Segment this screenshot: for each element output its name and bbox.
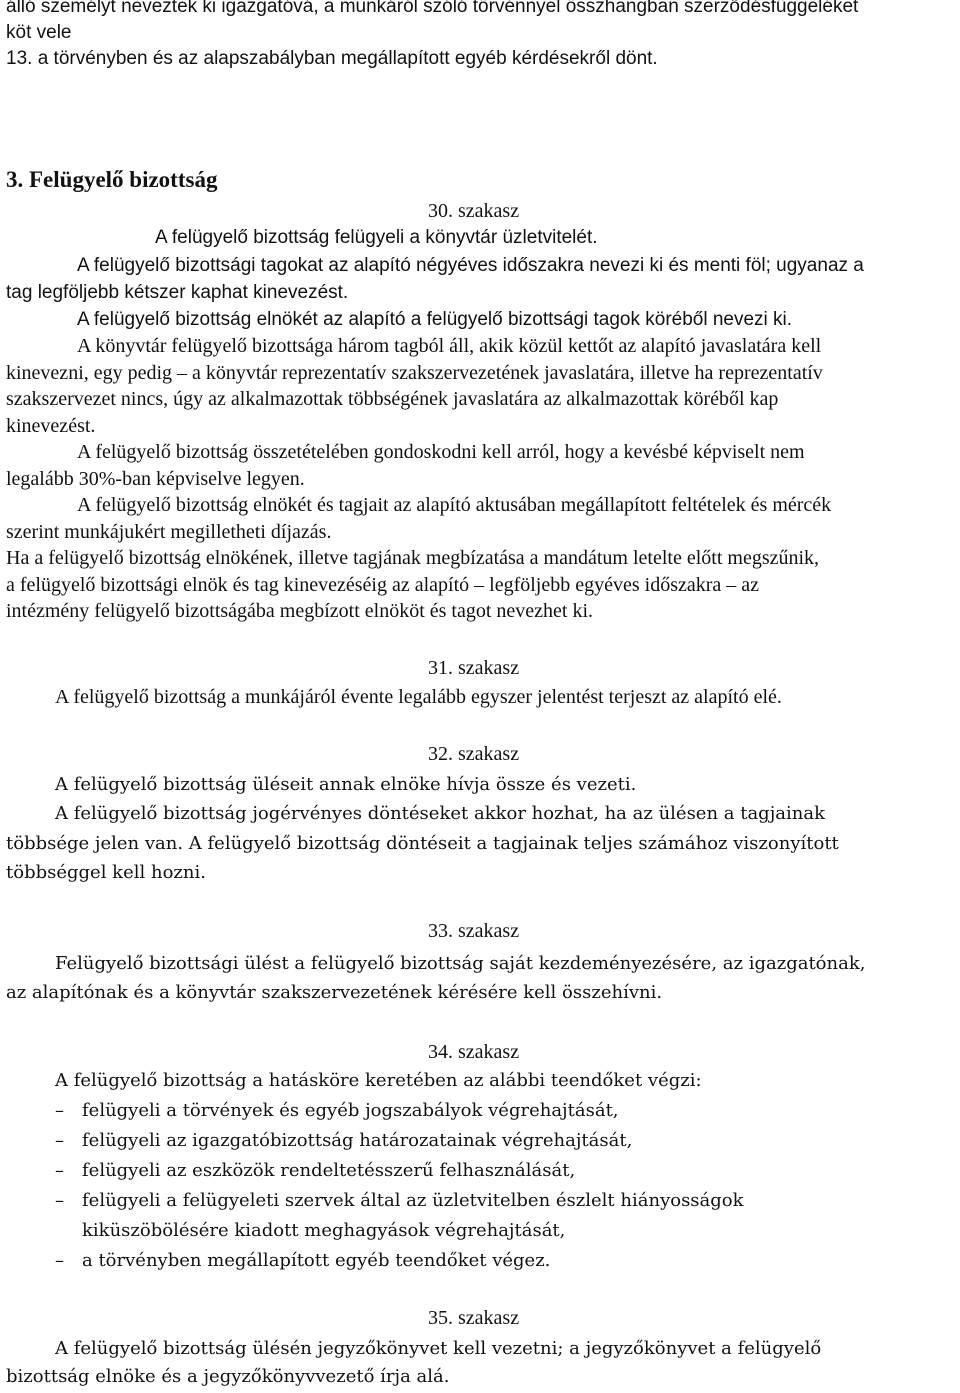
- intro-line: 13. a törvényben és az alapszabályban megállapított egyéb kérdésekről dönt.: [6, 48, 658, 69]
- paragraph-line: intézmény felügyelő bizottságába megbízott elnököt és tagot nevezhet ki.: [6, 600, 594, 622]
- paragraph-line: A felügyelő bizottság elnökét az alapító a felügyelő bizottsági tagok köréből nevezi ki.: [77, 309, 793, 330]
- list-item: felügyeli az igazgatóbizottság határozatainak végrehajtását,: [82, 1130, 633, 1151]
- article-heading: 31. szakasz: [428, 657, 520, 679]
- list-item: kiküszöbölésére kiadott meghagyások végrehajtását,: [82, 1220, 566, 1241]
- paragraph-line: az alapítónak és a könyvtár szakszervezetének kérésére kell összehívni.: [6, 982, 663, 1003]
- paragraph-line: Felügyelő bizottsági ülést a felügyelő bizottság saját kezdeményezésére, az igazgatónak,: [55, 953, 866, 974]
- paragraph-line: A felügyelő bizottság összetételében gondoskodni kell arról, hogy a kevésbé képviselt nem: [77, 441, 805, 463]
- article-heading: 34. szakasz: [428, 1041, 520, 1063]
- list-dash: –: [55, 1160, 64, 1181]
- paragraph-line: többséggel kell hozni.: [6, 862, 206, 883]
- paragraph-line: tag legföljebb kétszer kaphat kinevezést.: [6, 282, 349, 303]
- paragraph-line: A felügyelő bizottság üléseit annak elnöke hívja össze és vezeti.: [55, 774, 637, 795]
- paragraph-line: A felügyelő bizottság felügyeli a könyvtár üzletvitelét.: [155, 227, 598, 248]
- list-item: a törvényben megállapított egyéb teendőket végez.: [82, 1250, 551, 1271]
- paragraph-line: A felügyelő bizottság a hatásköre keretében az alábbi teendőket végzi:: [55, 1070, 702, 1091]
- article-heading: 33. szakasz: [428, 920, 520, 942]
- paragraph-line: A felügyelő bizottság jogérvényes döntéseket akkor hozhat, ha az ülésen a tagjainak: [55, 803, 826, 824]
- paragraph-line: többsége jelen van. A felügyelő bizottság döntéseit a tagjainak teljes számához viszonyított: [6, 833, 839, 854]
- article-heading: 35. szakasz: [428, 1307, 520, 1329]
- list-item: felügyeli a felügyeleti szervek által az üzletvitelben észlelt hiányosságok: [82, 1190, 744, 1211]
- paragraph-line: kinevezést.: [6, 415, 96, 437]
- paragraph-line: szakszervezet nincs, úgy az alkalmazottak többségének javaslatára az alkalmazottak köréből kap: [6, 388, 779, 410]
- paragraph-line: legalább 30%-ban képviselve legyen.: [6, 468, 305, 490]
- intro-line: köt vele: [6, 22, 72, 43]
- article-heading: 32. szakasz: [428, 743, 520, 765]
- intro-line: álló személyt neveztek ki igazgatóvá, a munkáról szóló törvénnyel összhangban szerződésfüggeléket: [6, 0, 859, 17]
- list-dash: –: [55, 1190, 64, 1211]
- paragraph-line: A könyvtár felügyelő bizottsága három tagból áll, akik közül kettőt az alapító javaslatára kell: [77, 335, 822, 357]
- paragraph-line: szerint munkájukért megilletheti díjazás.: [6, 521, 332, 543]
- list-dash: –: [55, 1250, 64, 1271]
- paragraph-line: A felügyelő bizottsági tagokat az alapító négyéves időszakra nevezi ki és menti föl; ugyanaz a: [77, 255, 864, 276]
- list-dash: –: [55, 1130, 64, 1151]
- paragraph-line: kinevezni, egy pedig – a könyvtár reprezentatív szakszervezetének javaslatára, illetve ha reprezentatív: [6, 362, 823, 384]
- paragraph-line: bizottság elnöke és a jegyzőkönyvvezető írja alá.: [6, 1366, 450, 1387]
- paragraph-line: A felügyelő bizottság elnökét és tagjait az alapító aktusában megállapított feltételek és mércék: [77, 494, 832, 516]
- list-item: felügyeli az eszközök rendeltetésszerű felhasználását,: [82, 1160, 576, 1181]
- list-dash: –: [55, 1100, 64, 1121]
- section-title: 3. Felügyelő bizottság: [6, 167, 218, 192]
- paragraph-line: A felügyelő bizottság a munkájáról évente legalább egyszer jelentést terjeszt az alapító elé.: [55, 686, 782, 708]
- paragraph-line: a felügyelő bizottsági elnök és tag kinevezéséig az alapító – legföljebb egyéves időszakra – az: [6, 574, 760, 596]
- paragraph-line: Ha a felügyelő bizottság elnökének, illetve tagjának megbízatása a mandátum letelte előtt megszűnik,: [6, 547, 820, 569]
- article-heading: 30. szakasz: [428, 200, 520, 222]
- list-item: felügyeli a törvények és egyéb jogszabályok végrehajtását,: [82, 1100, 619, 1121]
- paragraph-line: A felügyelő bizottság ülésén jegyzőkönyvet kell vezetni; a jegyzőkönyvet a felügyelő: [55, 1338, 822, 1359]
